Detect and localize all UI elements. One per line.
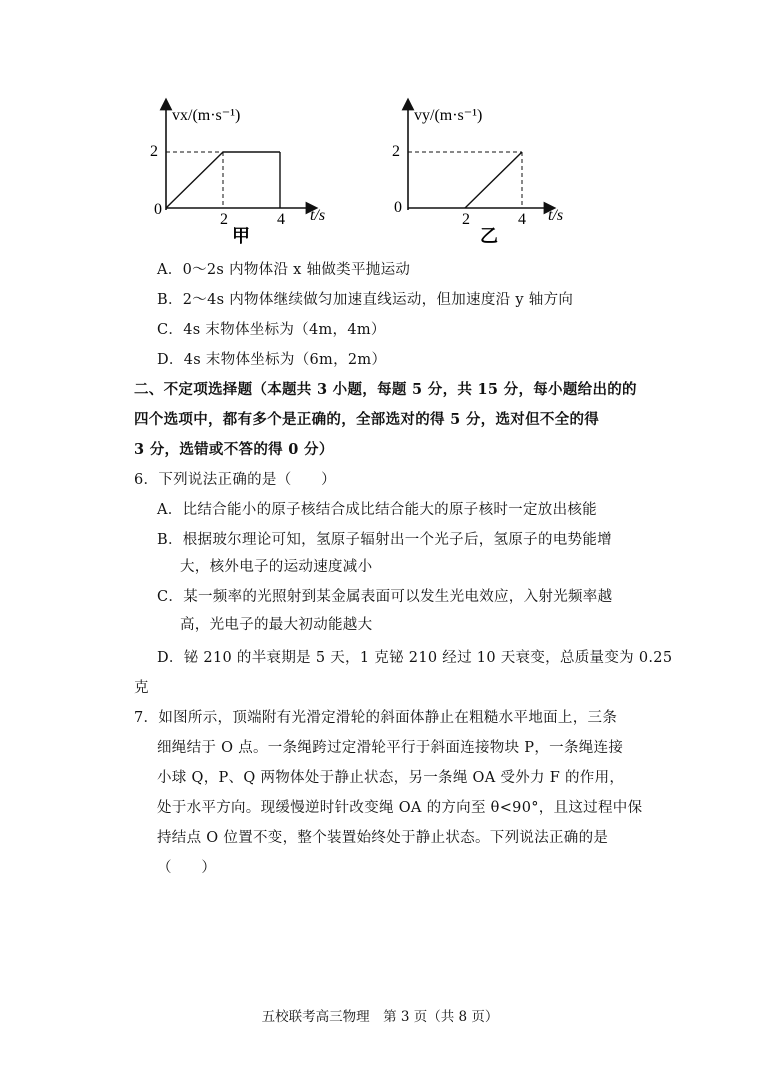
q6-option-a: A．比结合能小的原子核结合成比结合能大的原子核时一定放出核能 <box>157 502 597 518</box>
section2-line1: 二、不定项选择题（本题共 3 小题，每题 5 分，共 15 分，每小题给出的的 <box>134 381 637 398</box>
y-tick-label: 2 <box>150 143 158 160</box>
q6-option-c-line2: 高，光电子的最大初动能越大 <box>180 617 373 633</box>
x-tick-label-4: 4 <box>277 211 285 228</box>
seg-rise <box>465 152 522 208</box>
q7-line6: （ ） <box>157 860 217 876</box>
q6-stem: 6．下列说法正确的是（ ） <box>134 472 336 488</box>
caption-yi: 乙 <box>480 226 498 246</box>
x-axis-label: t/s <box>310 207 326 224</box>
q7-line2: 细绳结于 O 点。一条绳跨过定滑轮平行于斜面连接物块 P，一条绳连接 <box>157 740 624 756</box>
y-tick-label: 2 <box>392 143 400 160</box>
q7-line4: 处于水平方向。现缓慢逆时针改变绳 OA 的方向至 θ<90°，且这过程中保 <box>157 800 643 816</box>
x-axis-label: t/s <box>548 207 564 224</box>
section2-line2: 四个选项中，都有多个是正确的，全部选对的得 5 分，选对但不全的得 <box>134 411 600 428</box>
vy-t-graph <box>380 92 600 252</box>
page-footer: 五校联考高三物理 第 3 页（共 8 页） <box>261 1009 499 1025</box>
q6-option-d-line1: D．铋 210 的半衰期是 5 天，1 克铋 210 经过 10 天衰变，总质量变为 0.25 <box>157 650 673 666</box>
x-tick-label-2: 2 <box>462 211 470 228</box>
q6-option-b-line1: B．根据玻尔理论可知，氢原子辐射出一个光子后，氢原子的电势能增 <box>157 532 612 548</box>
q5-option-d: D．4s 末物体坐标为（6m，2m） <box>157 352 387 368</box>
caption-jia: 甲 <box>232 226 250 246</box>
q5-option-b: B．2～4s 内物体继续做匀加速直线运动，但加速度沿 y 轴方向 <box>157 292 574 308</box>
q7-line1: 7．如图所示，顶端附有光滑定滑轮的斜面体静止在粗糙水平地面上，三条 <box>134 710 618 726</box>
vx-t-graph <box>140 92 370 252</box>
q5-option-c: C．4s 末物体坐标为（4m，4m） <box>157 322 386 338</box>
q6-option-c-line1: C．某一频率的光照射到某金属表面可以发生光电效应，入射光频率越 <box>157 589 613 605</box>
origin-label: 0 <box>154 201 162 218</box>
seg-1 <box>166 152 223 208</box>
y-axis-label: vx/(m·s⁻¹) <box>172 107 241 124</box>
q7-line3: 小球 Q，P、Q 两物体处于静止状态，另一条绳 OA 受外力 F 的作用， <box>157 770 625 786</box>
q5-option-a: A．0～2s 内物体沿 x 轴做类平抛运动 <box>157 262 411 278</box>
q6-option-d-line2: 克 <box>134 680 149 696</box>
q6-option-b-line2: 大，核外电子的运动速度减小 <box>180 559 373 575</box>
section2-line3: 3 分，选错或不答的得 0 分） <box>134 441 334 458</box>
y-axis-label: vy/(m·s⁻¹) <box>414 107 483 124</box>
origin-label: 0 <box>394 199 402 216</box>
x-tick-label-4: 4 <box>518 211 526 228</box>
q7-line5: 持结点 O 位置不变，整个装置始终处于静止状态。下列说法正确的是 <box>157 830 609 846</box>
x-tick-label-2: 2 <box>220 211 228 228</box>
